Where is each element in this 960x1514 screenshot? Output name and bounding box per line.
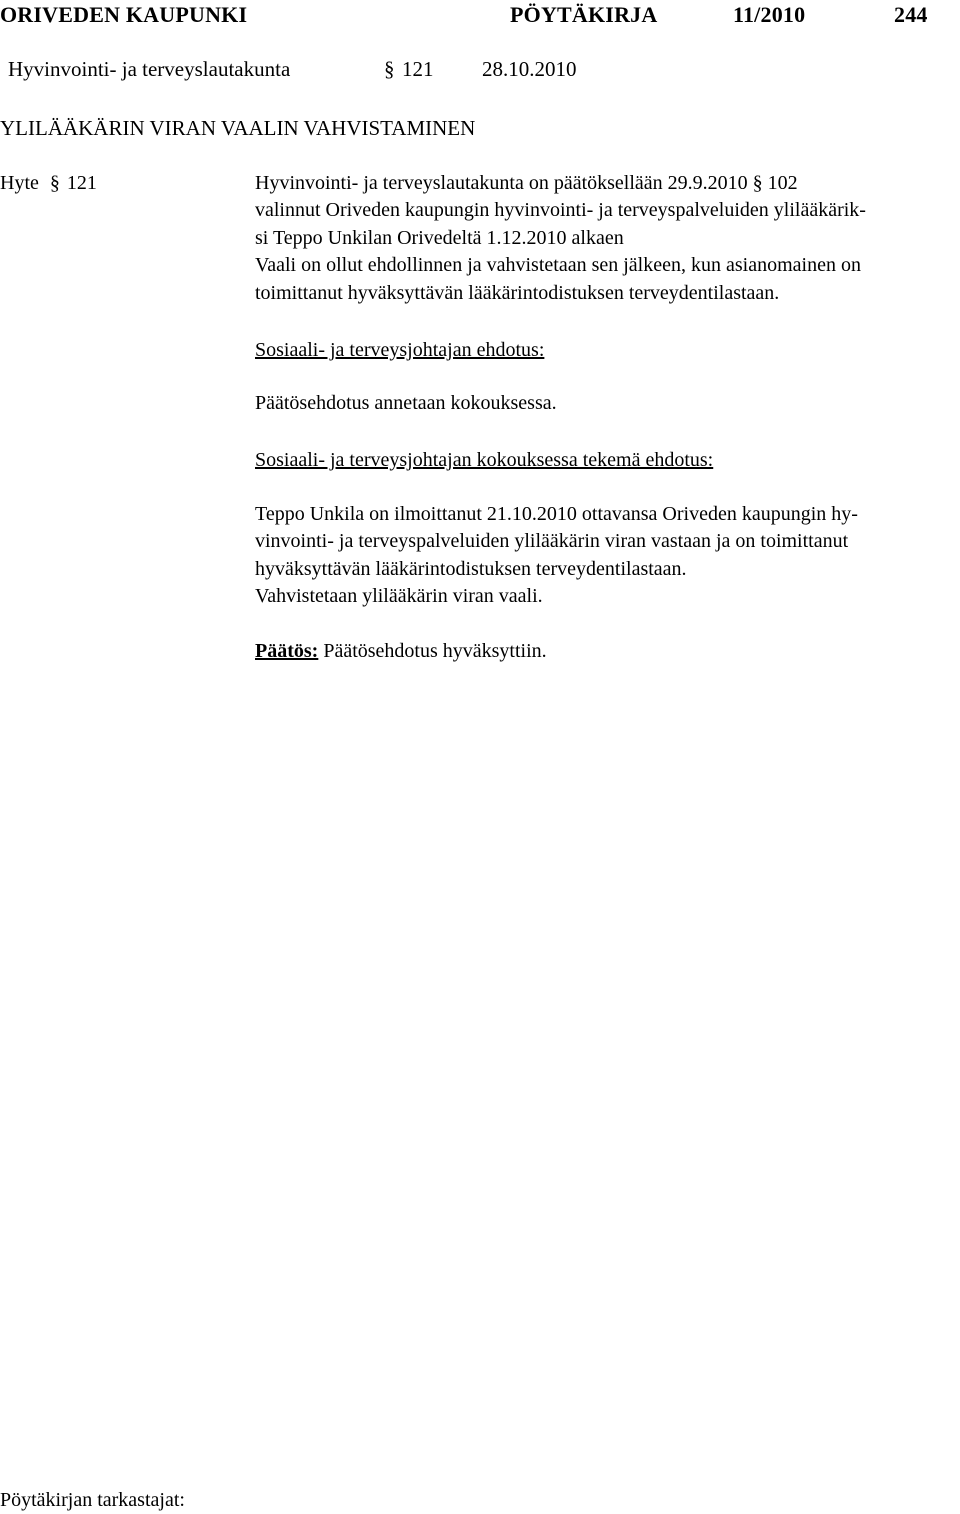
intro-line: Vaali on ollut ehdollinnen ja vahvistetaan sen jälkeen, kun asianomainen on	[255, 254, 861, 277]
item-reference	[0, 170, 97, 197]
meeting-proposal-paragraph	[255, 501, 858, 611]
decision-label: Päätös:	[255, 640, 319, 662]
item-label: Hyte	[0, 172, 39, 194]
decision	[255, 638, 547, 665]
meeting-proposal-heading: Sosiaali- ja terveysjohtajan kokouksessa tekemä ehdotus:	[255, 449, 714, 471]
item-symbol: §	[49, 172, 60, 194]
intro-line: valinnut Oriveden kaupungin hyvinvointi- ja terveyspalveluiden ylilääkärik-	[255, 199, 866, 222]
intro-paragraph	[255, 170, 866, 307]
reviewers-label: Pöytäkirjan tarkastajat:	[0, 1489, 185, 1511]
section-symbol: §	[384, 57, 395, 81]
section-number: 121	[402, 57, 434, 81]
page-number: 244	[894, 2, 928, 27]
meeting-proposal-line: Vahvistetaan ylilääkärin viran vaali.	[255, 585, 543, 608]
intro-line: si Teppo Unkilan Orivedeltä 1.12.2010 alkaen	[255, 226, 624, 249]
proposal-text: Päätösehdotus annetaan kokouksessa.	[255, 392, 557, 414]
document-type: PÖYTÄKIRJA	[510, 2, 658, 27]
municipality-name: ORIVEDEN KAUPUNKI	[0, 2, 248, 27]
meeting-proposal-line: Teppo Unkila on ilmoittanut 21.10.2010 ottavansa Oriveden kaupungin hy-	[255, 503, 858, 525]
intro-line: Hyvinvointi- ja terveyslautakunta on päätöksellään 29.9.2010 § 102	[255, 172, 798, 194]
document-number: 11/2010	[733, 2, 806, 27]
meeting-proposal-line: hyväksyttävän lääkärintodistuksen terveydentilastaan.	[255, 557, 687, 580]
intro-line: toimittanut hyväksyttävän lääkärintodistuksen terveydentilastaan.	[255, 281, 780, 304]
board-name: Hyvinvointi- ja terveyslautakunta	[8, 57, 291, 81]
meeting-date: 28.10.2010	[482, 57, 577, 81]
meeting-proposal-line: vinvointi- ja terveyspalveluiden ylilääkärin viran vastaan ja on toimittanut	[255, 530, 849, 553]
decision-text: Päätösehdotus hyväksyttiin.	[318, 640, 547, 662]
proposal-heading: Sosiaali- ja terveysjohtajan ehdotus:	[255, 339, 545, 361]
section-title: YLILÄÄKÄRIN VIRAN VAALIN VAHVISTAMINEN	[0, 116, 476, 140]
item-number: 121	[66, 172, 97, 194]
